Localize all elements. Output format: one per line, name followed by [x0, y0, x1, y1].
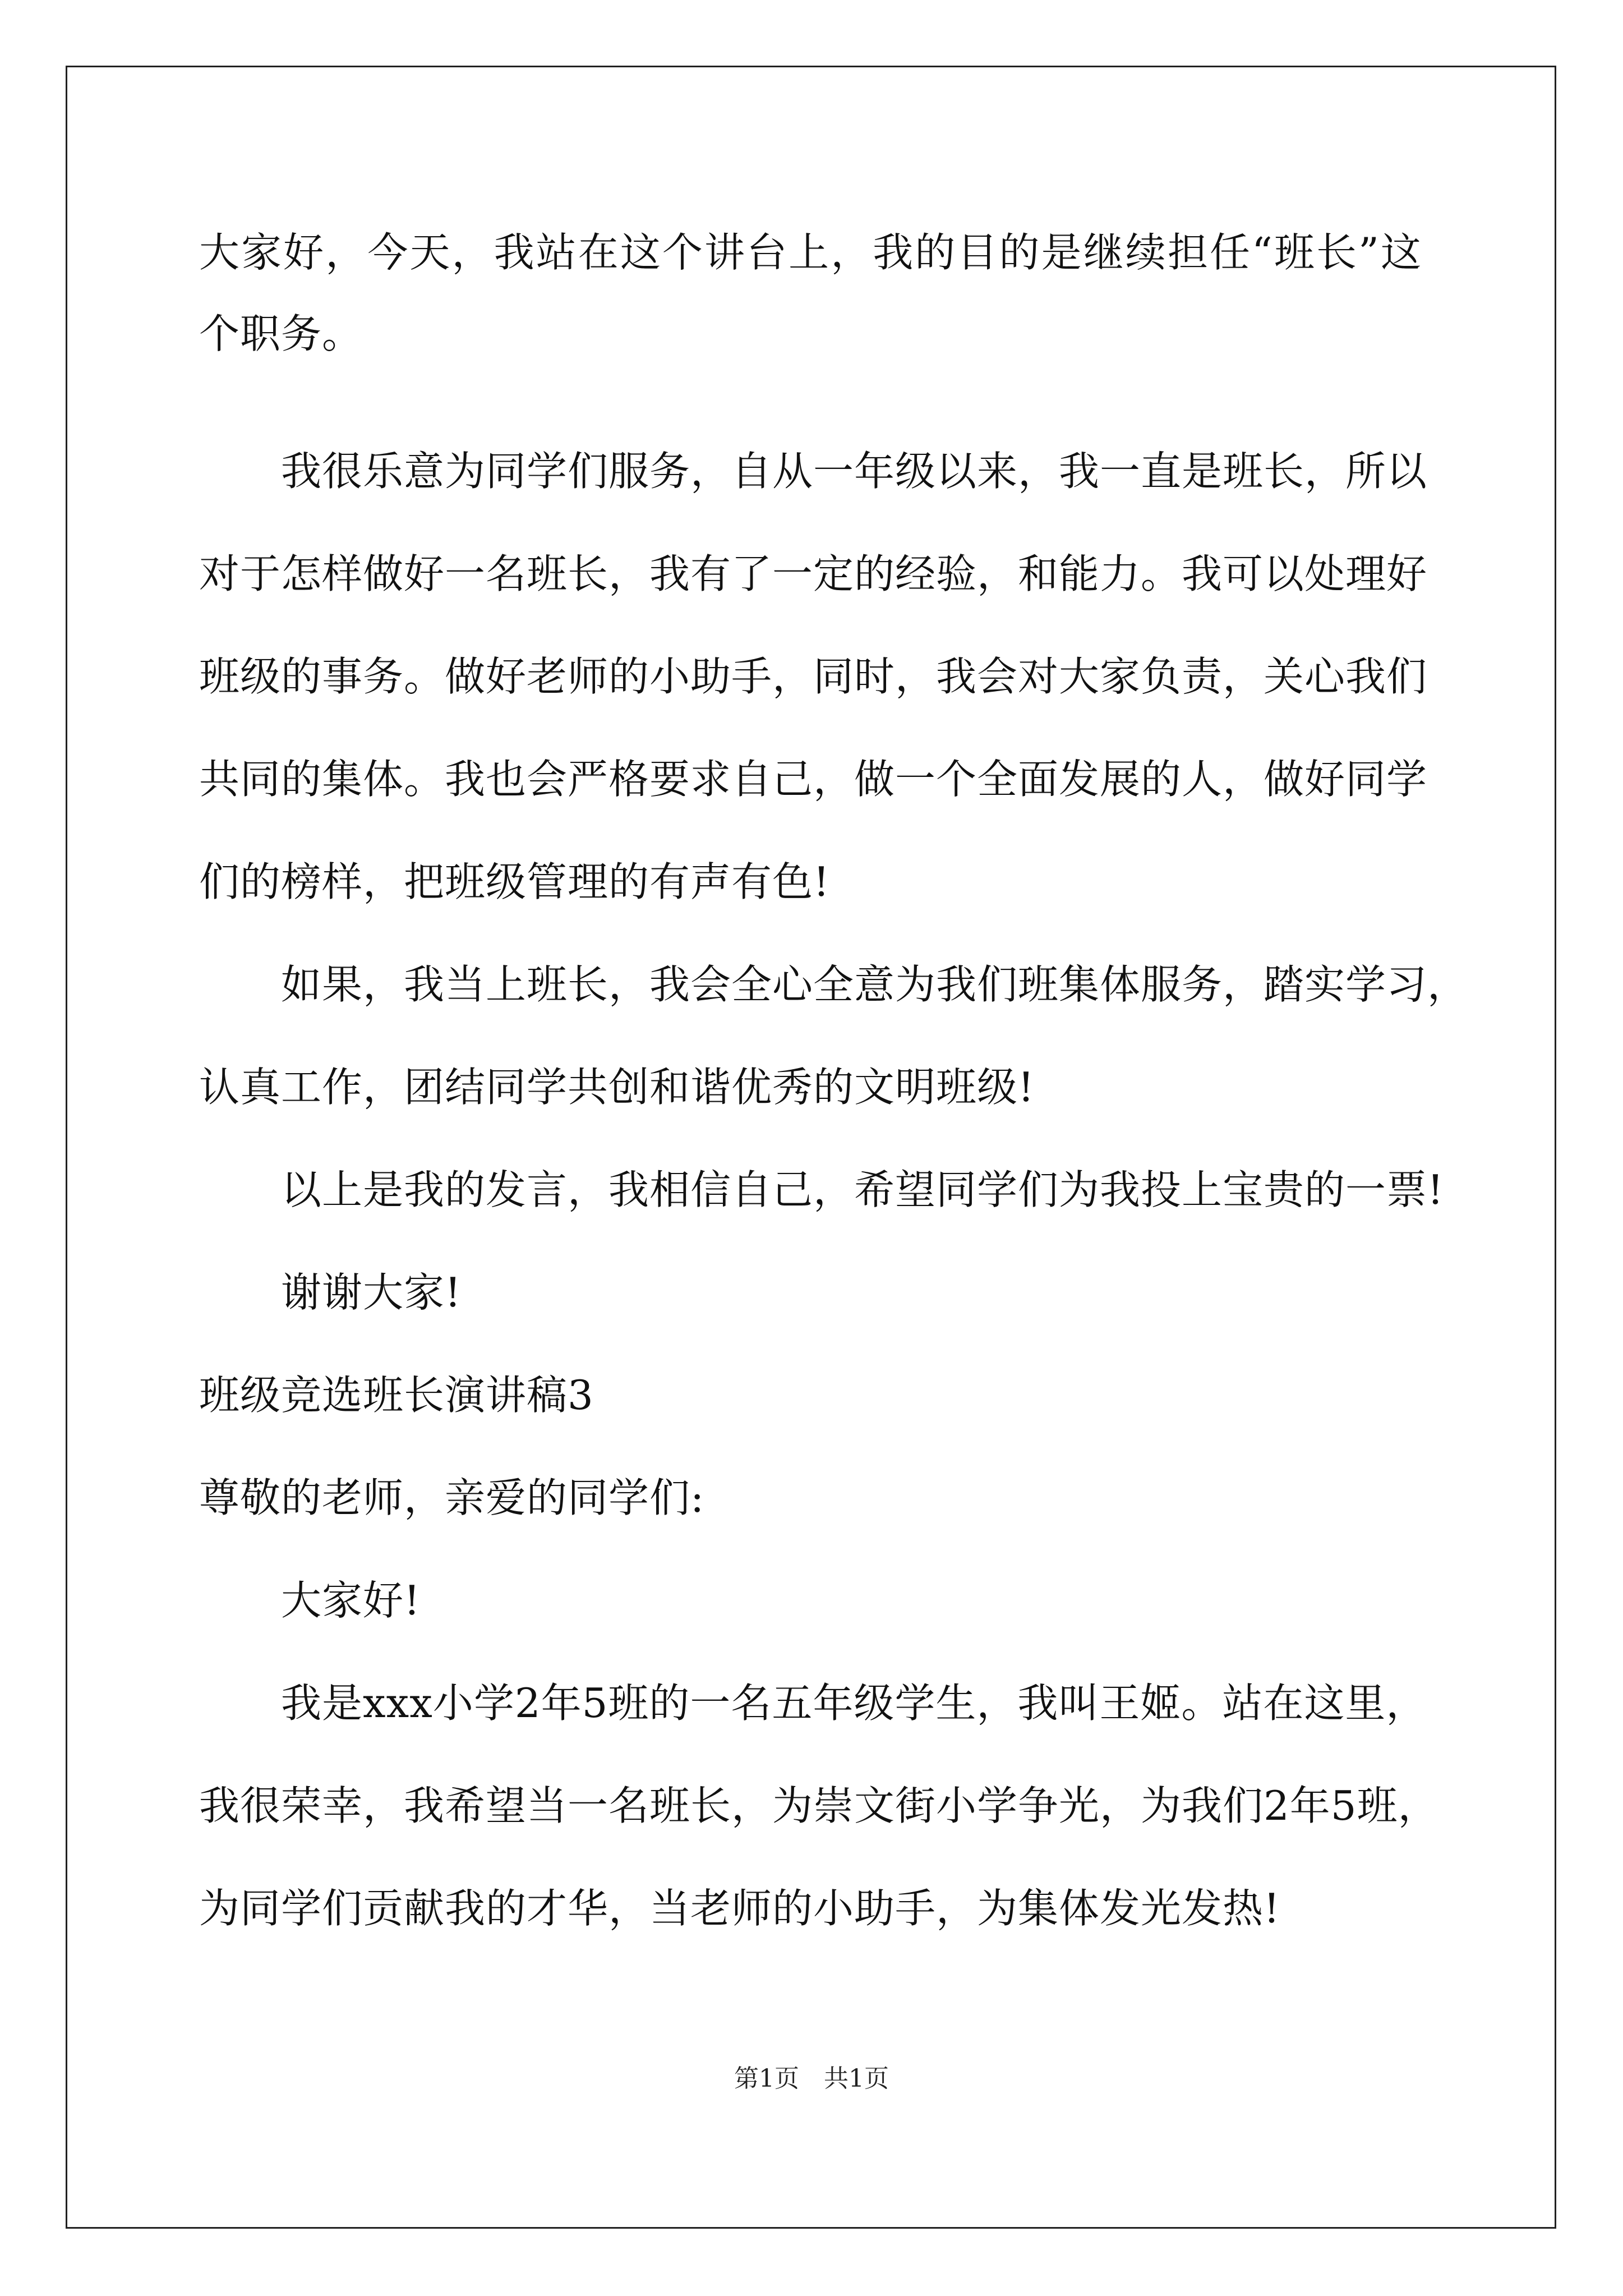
paragraph-line: 班级的事务。做好老师的小助手，同时，我会对大家负责，关心我们	[199, 653, 1428, 700]
paragraph-line: 我很荣幸，我希望当一名班长，为崇文街小学争光，为我们2年5班，	[199, 1782, 1439, 1829]
greeting: 大家好!	[281, 1577, 421, 1624]
page-number-footer: 第1页 共1页	[734, 2064, 889, 2093]
paragraph-line: 对于怎样做好一名班长，我有了一定的经验，和能力。我可以处理好	[199, 550, 1428, 597]
section-title: 班级竞选班长演讲稿3	[199, 1372, 594, 1419]
paragraph-line: 为同学们贡献我的才华，当老师的小助手，为集体发光发热!	[199, 1885, 1280, 1932]
salutation: 尊敬的老师，亲爱的同学们:	[199, 1474, 705, 1521]
paragraph-line: 我是xxx小学2年5班的一名五年级学生，我叫王姬。站在这里，	[281, 1680, 1427, 1727]
paragraph-line: 我很乐意为同学们服务，自从一年级以来，我一直是班长，所以	[281, 448, 1428, 495]
paragraph-line: 共同的集体。我也会严格要求自己，做一个全面发展的人，做好同学	[199, 756, 1428, 803]
paragraph-line: 谢谢大家!	[281, 1269, 462, 1316]
paragraph-line: 个职务。	[199, 310, 363, 357]
paragraph-line: 认真工作，团结同学共创和谐优秀的文明班级!	[199, 1064, 1035, 1111]
paragraph-line: 以上是我的发言，我相信自己，希望同学们为我投上宝贵的一票!	[281, 1166, 1444, 1213]
paragraph-line: 如果，我当上班长，我会全心全意为我们班集体服务，踏实学习，	[281, 961, 1469, 1008]
paragraph-line: 们的榜样，把班级管理的有声有色!	[199, 858, 830, 905]
paragraph-line: 大家好，今天，我站在这个讲台上，我的目的是继续担任“班长”这	[199, 229, 1422, 276]
